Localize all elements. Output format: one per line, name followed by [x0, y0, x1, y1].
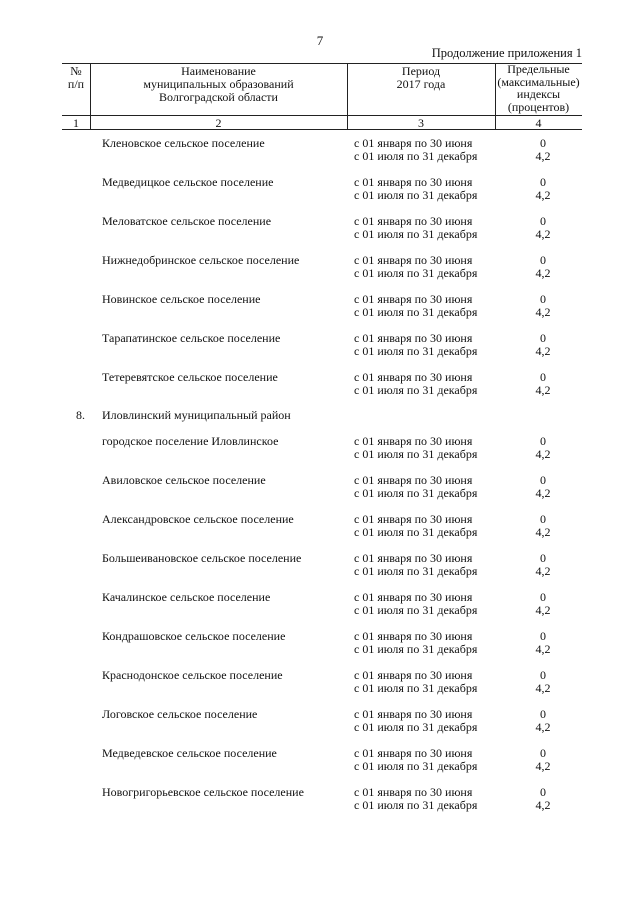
index-first-half: 0 [540, 629, 546, 643]
period-first-half: с 01 января по 30 июня [354, 629, 473, 643]
municipality-name: Меловатское сельское поселение [102, 214, 272, 228]
index-second-half: 4,2 [535, 486, 551, 500]
header-period: Период 2017 года [396, 64, 446, 91]
index-second-half: 4,2 [535, 798, 551, 812]
period-first-half: с 01 января по 30 июня [354, 175, 473, 189]
index-first-half: 0 [540, 175, 546, 189]
column-numbers-divider [62, 129, 582, 130]
header-index: Предельные (максимальные) индексы (процентов) [497, 62, 580, 114]
table-row [0, 473, 640, 505]
index-first-half: 0 [540, 253, 546, 267]
index-second-half: 4,2 [535, 188, 551, 202]
period-second-half: с 01 июля по 31 декабря [354, 681, 478, 695]
period-second-half: с 01 июля по 31 декабря [354, 383, 478, 397]
period-second-half: с 01 июля по 31 декабря [354, 344, 478, 358]
index-first-half: 0 [540, 473, 546, 487]
municipality-name: Новинское сельское поселение [102, 292, 261, 306]
period-first-half: с 01 января по 30 июня [354, 434, 473, 448]
period-first-half: с 01 января по 30 июня [354, 253, 473, 267]
period-first-half: с 01 января по 30 июня [354, 292, 473, 306]
index-second-half: 4,2 [535, 227, 551, 241]
column-number: 2 [215, 116, 222, 130]
index-second-half: 4,2 [535, 759, 551, 773]
period-first-half: с 01 января по 30 июня [354, 136, 473, 150]
continuation-caption: Продолжение приложения 1 [431, 46, 582, 60]
column-number: 4 [535, 116, 542, 130]
index-second-half: 4,2 [535, 525, 551, 539]
index-first-half: 0 [540, 331, 546, 345]
period-second-half: с 01 июля по 31 декабря [354, 305, 478, 319]
municipality-name: Кондрашовское сельское поселение [102, 629, 286, 643]
municipality-name: Нижнедобринское сельское поселение [102, 253, 300, 267]
table-row [0, 292, 640, 324]
index-first-half: 0 [540, 551, 546, 565]
municipality-name: Александровское сельское поселение [102, 512, 294, 526]
period-first-half: с 01 января по 30 июня [354, 590, 473, 604]
period-second-half: с 01 июля по 31 декабря [354, 486, 478, 500]
table-row [0, 551, 640, 583]
index-first-half: 0 [540, 785, 546, 799]
index-second-half: 4,2 [535, 266, 551, 280]
period-first-half: с 01 января по 30 июня [354, 370, 473, 384]
period-second-half: с 01 июля по 31 декабря [354, 642, 478, 656]
period-second-half: с 01 июля по 31 декабря [354, 603, 478, 617]
period-first-half: с 01 января по 30 июня [354, 214, 473, 228]
index-first-half: 0 [540, 136, 546, 150]
index-second-half: 4,2 [535, 720, 551, 734]
municipality-name: Тетеревятское сельское поселение [102, 370, 278, 384]
index-first-half: 0 [540, 746, 546, 760]
municipality-name: Медведевское сельское поселение [102, 746, 277, 760]
table-row [0, 434, 640, 466]
period-first-half: с 01 января по 30 июня [354, 668, 473, 682]
table-row [0, 175, 640, 207]
row-number: 8. [76, 408, 85, 422]
municipality-name: Новогригорьевское сельское поселение [102, 785, 304, 799]
index-second-half: 4,2 [535, 149, 551, 163]
index-second-half: 4,2 [535, 344, 551, 358]
municipality-name: городское поселение Иловлинское [102, 434, 279, 448]
municipality-name: Качалинское сельское поселение [102, 590, 271, 604]
municipality-name: Тарапатинское сельское поселение [102, 331, 281, 345]
table-row [0, 214, 640, 246]
index-second-half: 4,2 [535, 564, 551, 578]
period-second-half: с 01 июля по 31 декабря [354, 798, 478, 812]
index-second-half: 4,2 [535, 305, 551, 319]
index-first-half: 0 [540, 512, 546, 526]
index-first-half: 0 [540, 434, 546, 448]
municipality-name: Кленовское сельское поселение [102, 136, 265, 150]
period-second-half: с 01 июля по 31 декабря [354, 447, 478, 461]
page-number: 7 [316, 33, 324, 48]
period-second-half: с 01 июля по 31 декабря [354, 720, 478, 734]
index-first-half: 0 [540, 668, 546, 682]
period-first-half: с 01 января по 30 июня [354, 473, 473, 487]
table-row [0, 253, 640, 285]
period-first-half: с 01 января по 30 июня [354, 551, 473, 565]
municipality-name: Авиловское сельское поселение [102, 473, 266, 487]
column-number: 3 [418, 116, 424, 130]
period-second-half: с 01 июля по 31 декабря [354, 759, 478, 773]
column-number: 1 [73, 116, 79, 130]
period-first-half: с 01 января по 30 июня [354, 785, 473, 799]
table-row [0, 512, 640, 544]
index-second-half: 4,2 [535, 642, 551, 656]
index-second-half: 4,2 [535, 603, 551, 617]
index-first-half: 0 [540, 590, 546, 604]
table-row [0, 707, 640, 739]
municipality-name: Большеивановское сельское поселение [102, 551, 302, 565]
header-name: Наименование муниципальных образований Волгоградской области [143, 64, 294, 104]
header-num: № п/п [67, 64, 85, 91]
period-second-half: с 01 июля по 31 декабря [354, 149, 478, 163]
period-first-half: с 01 января по 30 июня [354, 331, 473, 345]
table-row [0, 331, 640, 363]
table-row [0, 370, 640, 402]
table-row [0, 785, 640, 817]
index-second-half: 4,2 [535, 383, 551, 397]
index-second-half: 4,2 [535, 447, 551, 461]
period-second-half: с 01 июля по 31 декабря [354, 564, 478, 578]
index-second-half: 4,2 [535, 681, 551, 695]
municipality-name: Медведицкое сельское поселение [102, 175, 274, 189]
municipality-name: Краснодонское сельское поселение [102, 668, 283, 682]
index-first-half: 0 [540, 292, 546, 306]
period-first-half: с 01 января по 30 июня [354, 746, 473, 760]
period-first-half: с 01 января по 30 июня [354, 707, 473, 721]
index-first-half: 0 [540, 214, 546, 228]
municipality-name: Иловлинский муниципальный район [102, 408, 291, 422]
index-first-half: 0 [540, 707, 546, 721]
index-first-half: 0 [540, 370, 546, 384]
period-second-half: с 01 июля по 31 декабря [354, 266, 478, 280]
period-second-half: с 01 июля по 31 декабря [354, 227, 478, 241]
header-divider [62, 115, 582, 116]
table-row [0, 629, 640, 661]
table-row [0, 590, 640, 622]
table-row [0, 668, 640, 700]
period-first-half: с 01 января по 30 июня [354, 512, 473, 526]
municipality-name: Логовское сельское поселение [102, 707, 258, 721]
table-row [0, 136, 640, 168]
period-second-half: с 01 июля по 31 декабря [354, 188, 478, 202]
period-second-half: с 01 июля по 31 декабря [354, 525, 478, 539]
table-row [0, 746, 640, 778]
